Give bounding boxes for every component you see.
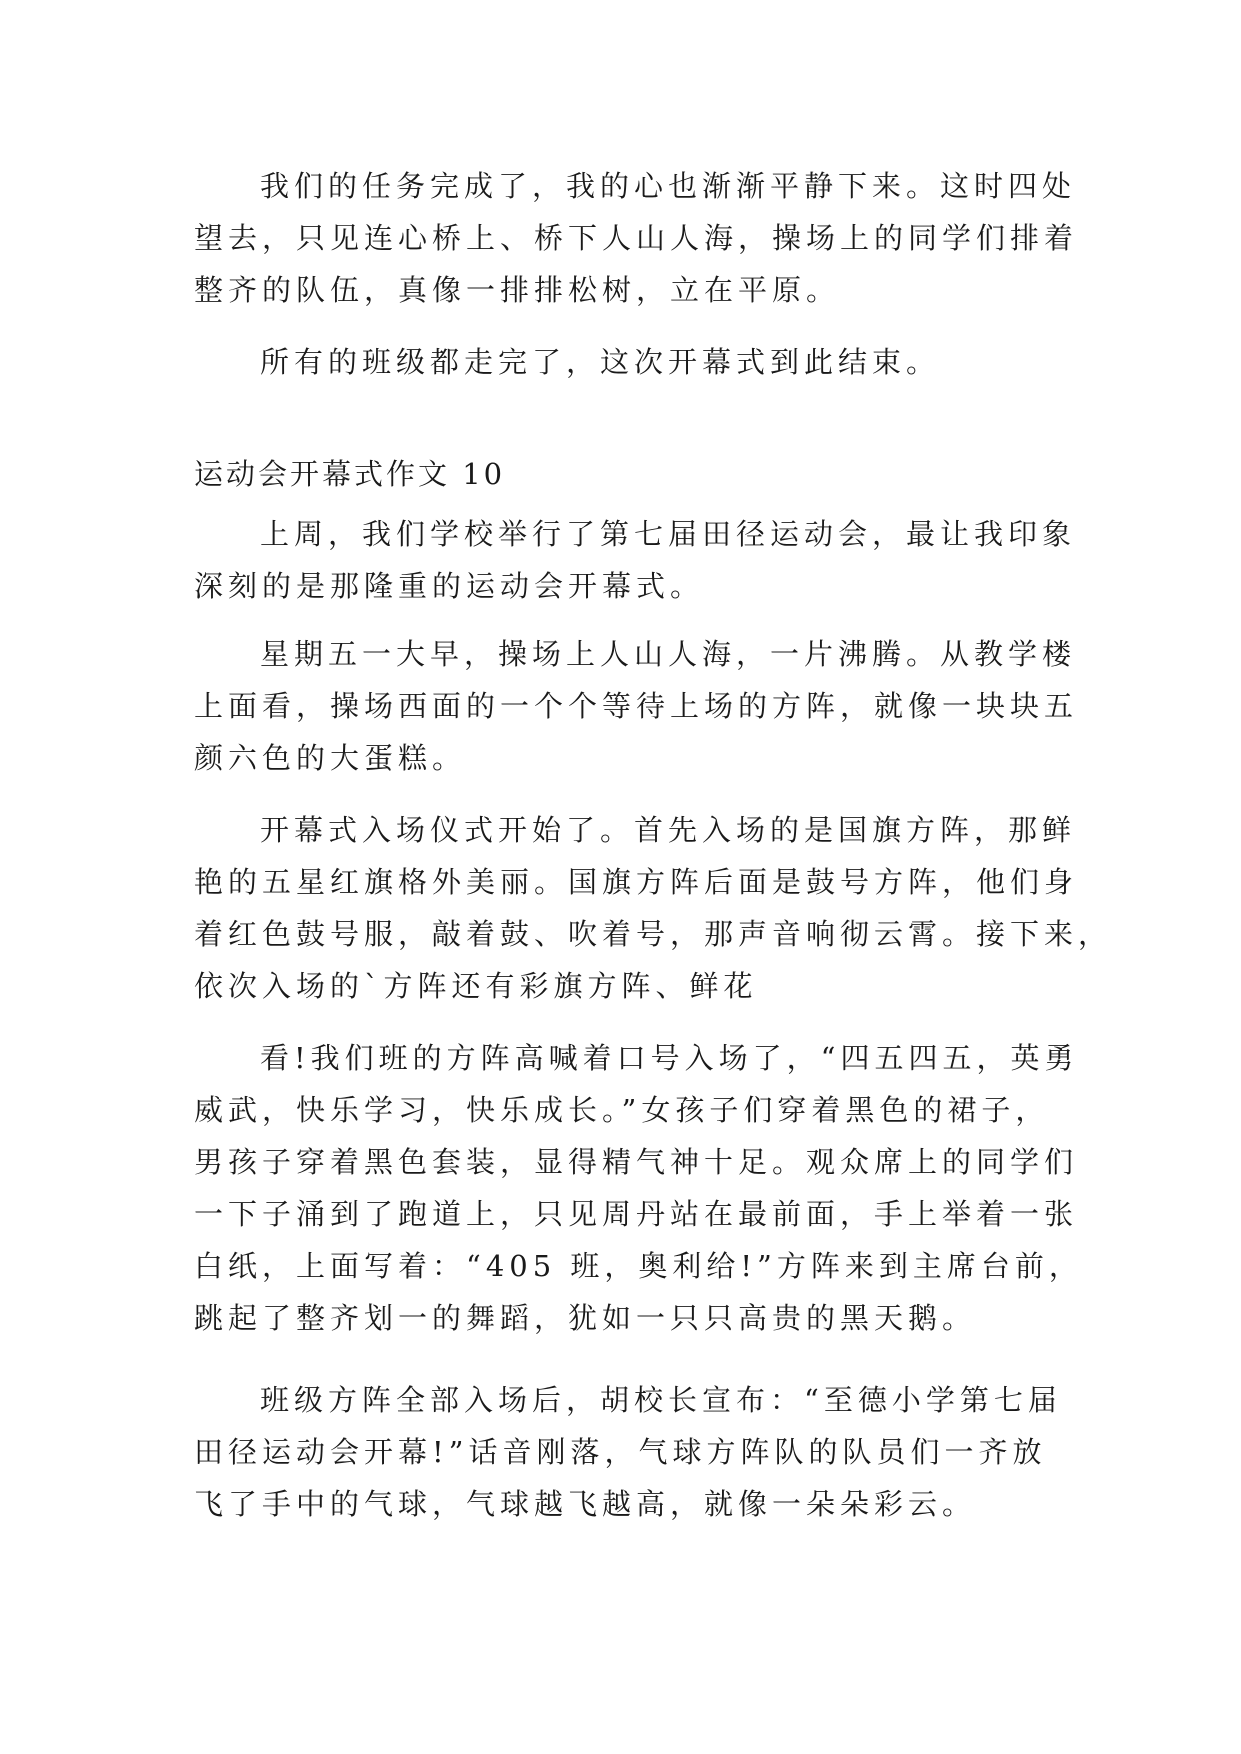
- paragraph-line: 星期五一大早，操场上人山人海，一片沸腾。从教学楼: [260, 637, 1077, 671]
- paragraph-5: [194, 804, 1113, 1012]
- paragraph-line: 望去，只见连心桥上、桥下人山人海，操场上的同学们排着: [194, 221, 1079, 255]
- paragraph-line: 开幕式入场仪式开始了。首先入场的是国旗方阵，那鲜: [260, 813, 1077, 847]
- paragraph-1: [194, 160, 1079, 316]
- paragraph-line: 我们的任务完成了，我的心也渐渐平静下来。这时四处: [260, 169, 1077, 203]
- paragraph-line: 所有的班级都走完了，这次开幕式到此结束。: [260, 345, 941, 379]
- paragraph-line: 上周，我们学校举行了第七届田径运动会，最让我印象: [260, 517, 1077, 551]
- paragraph-3: [194, 508, 1077, 612]
- paragraph-line: 飞了手中的气球，气球越飞越高，就像一朵朵彩云。: [194, 1487, 977, 1521]
- paragraph-line: 田径运动会开幕!”话音刚落，气球方阵队的队员们一齐放: [194, 1435, 1047, 1469]
- paragraph-line: 整齐的队伍，真像一排排松树，立在平原。: [194, 273, 841, 307]
- paragraph-line: 跳起了整齐划一的舞蹈，犹如一只只高贵的黑天鹅。: [194, 1301, 977, 1335]
- section-heading: [194, 448, 1054, 500]
- paragraph-line: 艳的五星红旗格外美丽。国旗方阵后面是鼓号方阵，他们身: [194, 865, 1079, 899]
- paragraph-line: 一下子涌到了跑道上，只见周丹站在最前面，手上举着一张: [194, 1197, 1079, 1231]
- paragraph-line: 深刻的是那隆重的运动会开幕式。: [194, 569, 705, 603]
- paragraph-7: [194, 1374, 1062, 1530]
- paragraph-line: 颜六色的大蛋糕。: [194, 741, 467, 775]
- paragraph-line: 白纸，上面写着：“405 班，奥利给!”方阵来到主席台前，: [194, 1249, 1083, 1283]
- paragraph-line: 看!我们班的方阵高喊着口号入场了，“四五四五，英勇: [260, 1041, 1079, 1075]
- paragraph-2: [194, 336, 1054, 388]
- paragraph-line: 男孩子穿着黑色套装，显得精气神十足。观众席上的同学们: [194, 1145, 1079, 1179]
- paragraph-line: 着红色鼓号服，敲着鼓、吹着号，那声音响彻云霄。接下来，: [194, 917, 1113, 951]
- paragraph-line: 上面看，操场西面的一个个等待上场的方阵，就像一块块五: [194, 689, 1079, 723]
- heading-text: 运动会开幕式作文 10: [194, 457, 506, 491]
- paragraph-line: 威武，快乐学习，快乐成长。”女孩子们穿着黑色的裙子，: [194, 1093, 1050, 1127]
- paragraph-line: 依次入场的`方阵还有彩旗方阵、鲜花: [194, 969, 758, 1003]
- paragraph-4: [194, 628, 1079, 784]
- paragraph-line: 班级方阵全部入场后，胡校长宣布：“至德小学第七届: [260, 1383, 1062, 1417]
- paragraph-6: [194, 1032, 1083, 1344]
